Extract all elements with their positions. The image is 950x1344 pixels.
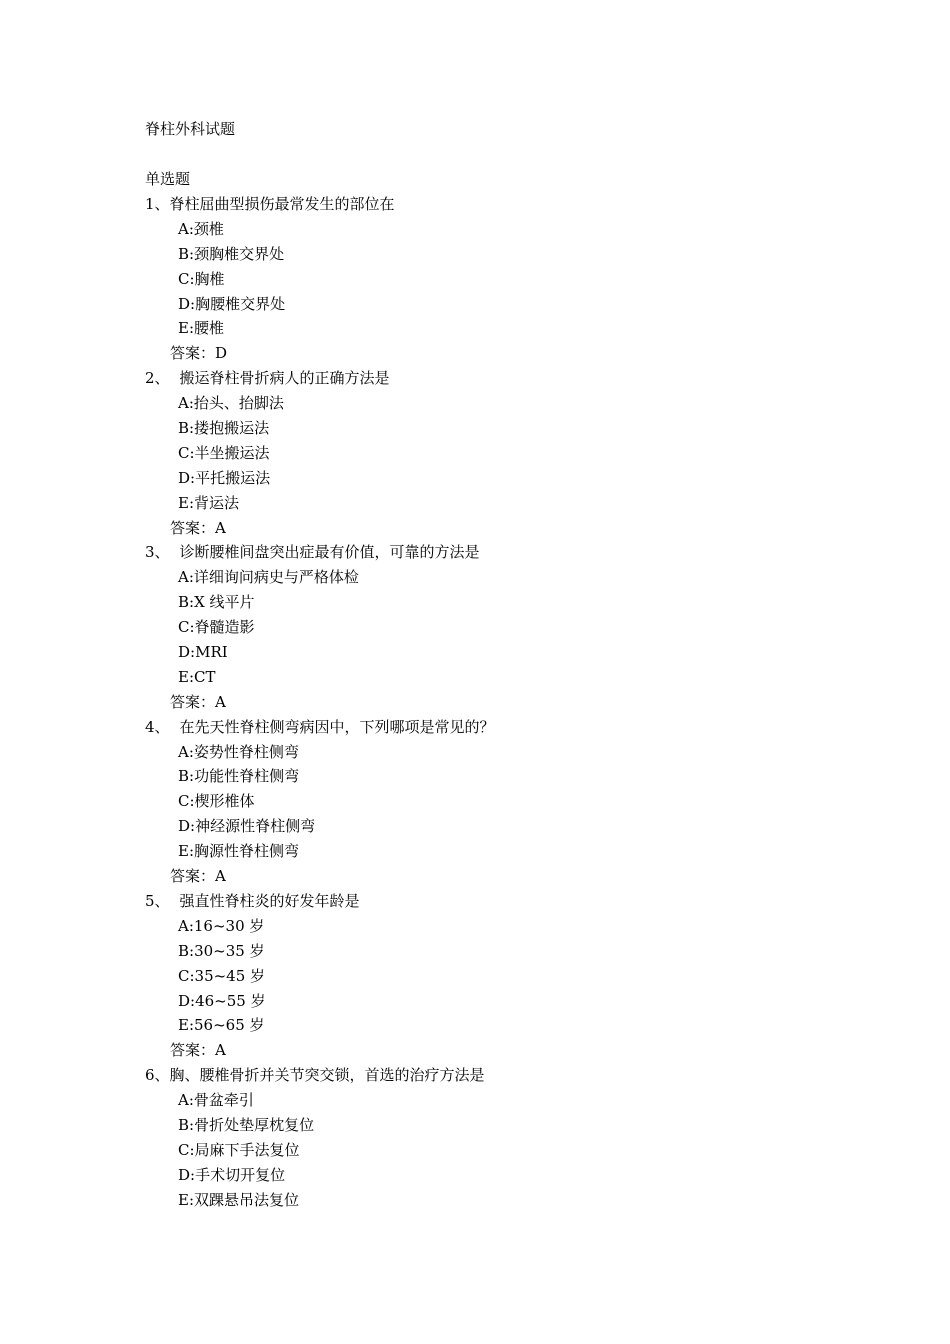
answer-option: E:胸源性脊柱侧弯 bbox=[178, 842, 300, 861]
answer-option: A:颈椎 bbox=[178, 219, 224, 238]
answer-line bbox=[145, 1038, 845, 1063]
question-stem bbox=[145, 366, 845, 391]
question-block bbox=[145, 889, 845, 1063]
answer-option: B:30~35 岁 bbox=[178, 941, 265, 960]
question-stem bbox=[145, 889, 845, 914]
question-text: 脊柱屈曲型损伤最常发生的部位在 bbox=[169, 195, 395, 213]
question-text: 搬运脊柱骨折病人的正确方法是 bbox=[179, 369, 390, 388]
answer-option: D:胸腰椎交界处 bbox=[178, 294, 286, 313]
answer-option: D:平托搬运法 bbox=[178, 468, 271, 487]
answer-option: B:骨折处垫厚枕复位 bbox=[178, 1115, 315, 1134]
question-stem bbox=[145, 192, 845, 217]
answer-option: E:背运法 bbox=[178, 493, 240, 512]
question-block bbox=[145, 366, 845, 540]
answer-option: B:功能性脊柱侧弯 bbox=[178, 767, 300, 786]
answer-line bbox=[145, 341, 845, 366]
answer-option: B:颈胸椎交界处 bbox=[178, 244, 285, 263]
question-number: 1、 bbox=[145, 195, 170, 213]
question-block bbox=[145, 1063, 845, 1212]
single-choice-section bbox=[145, 167, 845, 1213]
answer-option: D:神经源性脊柱侧弯 bbox=[178, 817, 316, 836]
section-label: 单选题 bbox=[145, 170, 191, 188]
answer-option: A:姿势性脊柱侧弯 bbox=[178, 742, 299, 761]
question-number: 3、 bbox=[145, 543, 170, 562]
document-title: 脊柱外科试题 bbox=[145, 120, 236, 138]
answer-option: E:CT bbox=[178, 667, 216, 686]
answer-option: C:局麻下手法复位 bbox=[178, 1140, 300, 1159]
answer-line bbox=[145, 516, 845, 541]
answer-prefix: 答案： bbox=[170, 1041, 216, 1060]
question-block bbox=[145, 715, 845, 889]
answer-prefix: 答案： bbox=[170, 692, 216, 711]
question-text: 在先天性脊柱侧弯病因中，下列哪项是常见的？ bbox=[179, 717, 495, 736]
question-list bbox=[145, 192, 845, 1213]
question-stem bbox=[145, 715, 845, 740]
answer-option: D:手术切开复位 bbox=[178, 1165, 286, 1184]
question-text: 强直性脊柱炎的好发年龄是 bbox=[179, 891, 360, 910]
question-text: 诊断腰椎间盘突出症最有价值，可靠的方法是 bbox=[179, 543, 480, 562]
answer-option: E:56~65 岁 bbox=[178, 1016, 265, 1035]
question-text: 胸、腰椎骨折并关节突交锁，首选的治疗方法是 bbox=[169, 1066, 485, 1085]
answer-option: A:骨盆牵引 bbox=[178, 1091, 254, 1110]
answer-value: A bbox=[215, 1041, 226, 1060]
answer-option: C:脊髓造影 bbox=[178, 618, 255, 637]
answer-option: C:楔形椎体 bbox=[178, 792, 255, 811]
answer-option: A:16~30 岁 bbox=[178, 916, 265, 935]
question-number: 4、 bbox=[145, 717, 170, 736]
question-block bbox=[145, 192, 845, 366]
answer-option: A:详细询问病史与严格体检 bbox=[178, 568, 359, 587]
question-stem bbox=[145, 540, 845, 565]
question-number: 6、 bbox=[145, 1066, 170, 1085]
answer-prefix: 答案： bbox=[170, 867, 216, 886]
answer-option: D:MRI bbox=[178, 643, 228, 662]
answer-option: C:35~45 岁 bbox=[178, 966, 266, 985]
answer-option: E:双踝悬吊法复位 bbox=[178, 1190, 300, 1209]
answer-line bbox=[145, 864, 845, 889]
answer-option: C:胸椎 bbox=[178, 269, 225, 288]
answer-prefix: 答案： bbox=[170, 518, 216, 537]
answer-option: A:抬头、抬脚法 bbox=[178, 394, 284, 413]
answer-option: D:46~55 岁 bbox=[178, 991, 266, 1010]
question-number: 2、 bbox=[145, 369, 170, 388]
answer-option: C:半坐搬运法 bbox=[178, 443, 270, 462]
answer-line bbox=[145, 690, 845, 715]
answer-value: A bbox=[215, 692, 226, 711]
answer-option: B:搂抱搬运法 bbox=[178, 419, 270, 438]
question-number: 5、 bbox=[145, 891, 170, 910]
question-stem bbox=[145, 1063, 845, 1088]
question-block bbox=[145, 540, 845, 714]
answer-prefix: 答案： bbox=[170, 344, 216, 363]
answer-value: A bbox=[215, 867, 226, 886]
answer-value: A bbox=[215, 518, 226, 537]
answer-value: D bbox=[215, 344, 228, 363]
answer-option: E:腰椎 bbox=[178, 319, 225, 338]
answer-option: B:X 线平片 bbox=[178, 593, 255, 612]
